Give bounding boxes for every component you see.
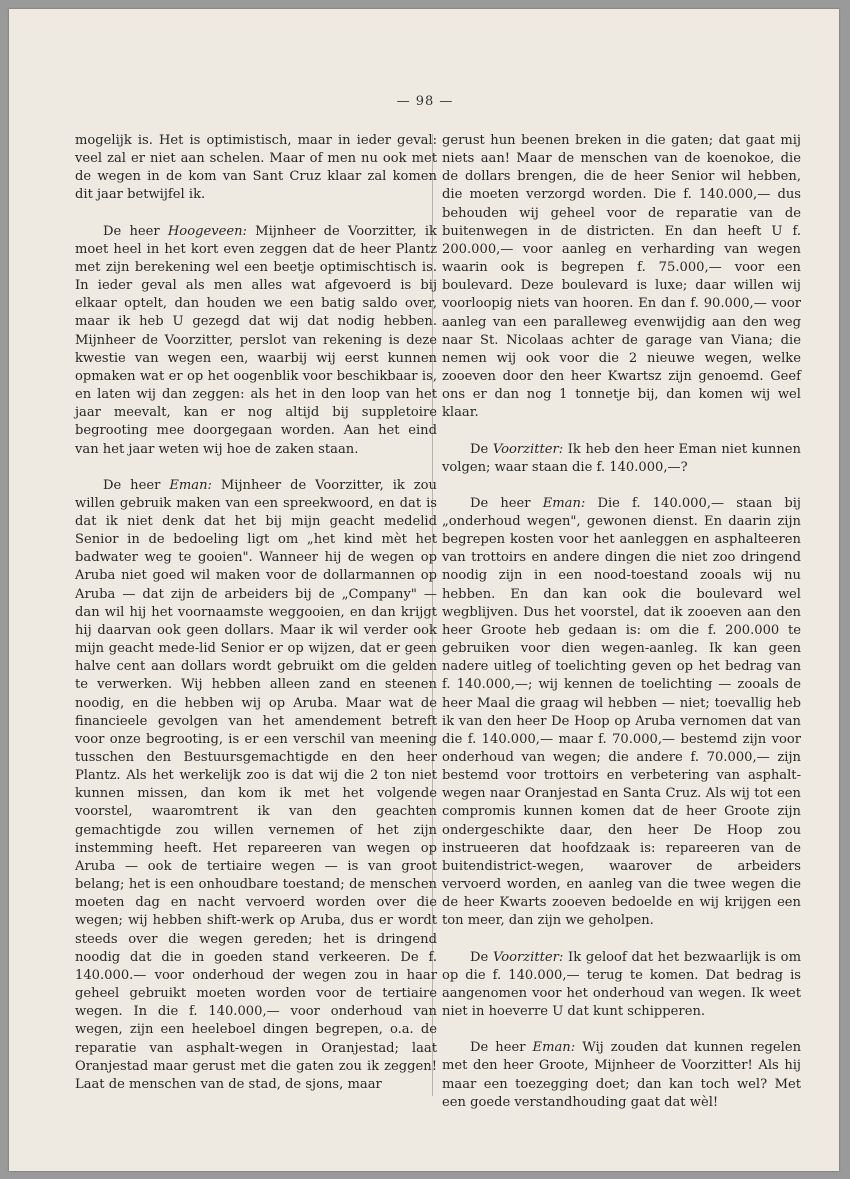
speech-text: Mijnheer de Voorzitter, ik zou willen gebruik maken van een spreekwoord, en dat is dat ik niet denk dat het bij mijn geacht medelid Senior in de bedoeling ligt om „het kind mèt het badwater weg te gooien". Wanneer hij de wegen op Aruba niet goed wil maken voor de dollarmannen op Aruba — dat zijn de arbeiders bij de „Company" — dan wil hij het voornaamste weggooien, en dan krijgt hij daarvan ook geen dollars. Maar ik wil verder ook mijn geacht mede-lid Senior er op wijzen, dat er geen halve cent aan dollars wordt gebruikt om die gelden te verwerken. Wij hebben alleen zand en steenen noodig, en die hebben wij op Aruba. Maar wat de financieele gevolgen van het amendement betreft voor onze begrooting, is er een verschil van meening tusschen den Bestuursgemachtigde en den heer Plantz. Als het werkelijk zoo is dat wij die 2 ton niet kunnen missen, dan kom ik met het volgende voorstel, waaromtrent ik van den geachten gemachtigde zou willen vernemen of het zijn instemming heeft. Het repareeren van wegen op Aruba — ook de tertiaire wegen — is van groot belang; het is een onhoudbare toestand; de menschen moeten dag en nacht vervoerd worden over die wegen; wij hebben shift-werk op Aruba, dus er wordt steeds over die wegen gereden; het is dringend noodig dat die in goeden stand verkeeren. De f. 140.000.— voor onderhoud der wegen zou in haar geheel gebruikt moeten worden voor de tertiaire wegen. In die f. 140.000,— voor onderhoud van wegen, zijn een heeleboel dingen begrepen, o.a. de reparatie van asphalt-wegen in Oranjestad; laat Oranjestad maar gerust met die gaten zou ik zeggen! Laat de menschen van de stad, de sjons, maar	[75, 477, 437, 1092]
speaker-intro: De heer	[470, 1040, 533, 1056]
paragraph: gerust hun beenen breken in die gaten; dat gaat mij niets aan! Maar de menschen van de koenokoe, die de dollars brengen, die de heer Senior wil hebben, die moeten verzorgd worden. Die f. 140.000,— dus behouden wij geheel voor de reparatie van de buitenwegen in de districten. En dan heeft U f. 200.000,— voor aanleg en verharding van wegen waarin ook is begrepen f. 75.000,— voor een boulevard. Deze boulevard is luxe; daar willen wij voorloopig niets van hooren. En dan f. 90.000,— voor aanleg van een paralleweg evenwijdig aan den weg naar St. Nicolaas achter de garage van Viana; die nemen wij ook voor die 2 nieuwe wegen, welke zooeven door den heer Kwartsz zijn genoemd. Geef ons er dan nog 1 tonnetje bij, dan komen wij wel klaar.	[442, 133, 801, 421]
speech-text: Ik geloof dat het bezwaarlijk is om op die f. 140.000,— terug te komen. Dat bedrag is aangenomen voor het onderhoud van wegen. Ik weet niet in hoeverre U dat kunt schipperen.	[442, 949, 801, 1020]
paragraph: mogelijk is. Het is optimistisch, maar in ieder geval: veel zal er niet aan schelen. Maar of men nu ook met de wegen in de kom van Sant Cruz klaar zal komen dit jaar betwijfel ik.	[75, 133, 437, 203]
paragraph	[442, 1039, 801, 1112]
left-column	[75, 132, 437, 1112]
speaker-intro: De	[470, 949, 493, 965]
speech-text: Wij zouden dat kunnen regelen met den heer Groote, Mijnheer de Voorzitter! Als hij maar een toezegging doet; dan kan toch wel? Met een goede verstandhouding gaat dat wèl!	[442, 1040, 802, 1110]
speaker-intro: De heer	[103, 477, 170, 493]
speaker-name: Eman:	[169, 477, 212, 493]
right-column	[442, 132, 801, 1130]
speaker-name: Eman:	[542, 495, 586, 511]
speaker-name: Eman:	[532, 1040, 576, 1056]
speech-text: Mijnheer de Voorzitter, ik moet heel in het kort even zeggen dat de heer Plantz met zijn berekening wel een beetje optimischtisch is. In ieder geval als men alles wat afgevoerd is bij elkaar optelt, dan houden we een batig saldo over, maar ik heb U gezegd dat wij dat nodig hebben. Mijnheer de Voorzitter, perslot van rekening is deze kwestie van wegen een, waarbij wij eerst kunnen opmaken wat er op het oogenblik voor beschikbaar is, en laten wij dan zeggen: als het in den loop van het jaar meevalt, kan er nog altijd bij suppletoire begrooting mee doorgegaan worden. Aan het eind van het jaar weten wij hoe de zaken staan.	[75, 223, 437, 457]
speaker-intro: De	[470, 441, 493, 457]
paragraph	[442, 949, 801, 1022]
speech-text: Ik heb den heer Eman niet kunnen volgen; waar staan die f. 140.000,—?	[442, 441, 801, 475]
page-number: — 98 —	[396, 94, 454, 109]
paragraph	[75, 223, 437, 459]
paragraph	[442, 495, 801, 931]
paragraph	[442, 441, 801, 477]
speaker-name: Voorzitter:	[492, 949, 564, 965]
speaker-name: Hoogeveen:	[167, 223, 247, 239]
speech-text: Die f. 140.000,— staan bij „onderhoud wegen", gewonen dienst. En daarin zijn begrepen kosten voor het aanleggen en asphalteeren van trottoirs en andere dingen die niet zoo dringend noodig zijn in een nood-toestand zooals wij nu hebben. En dan kan ook die boulevard wel wegblijven. Dus het voorstel, dat ik zooeven aan den heer Groote heb gedaan is: om die f. 200.000 te gebruiken voor dien wegen-aanleg. Ik kan geen nadere uitleg of toelichting geven op het bedrag van f. 140.000,—; wij kennen de toelichting — zooals de heer Maal die graag wil hebben — niet; toevallig heb ik van den heer De Hoop op Aruba vernomen dat van die f. 140.000,— maar f. 70.000,— bestemd zijn voor onderhoud van wegen; die andere f. 70.000,— zijn bestemd voor trottoirs en verbetering van asphalt-wegen naar Oranjestad en Santa Cruz. Als wij tot een compromis kunnen komen dat de heer Groote zijn ondergeschikte daar, den heer De Hoop zou instrueeren dat hoofdzaak is: repareeren van de buitendistrict-wegen, waarover de arbeiders vervoerd worden, en aanleg van die twee wegen die de heer Kwarts zooeven bedoelde en wij krijgen een ton meer, dan zijn we geholpen.	[442, 495, 801, 929]
paragraph	[75, 477, 437, 1094]
speaker-intro: De heer	[470, 495, 543, 511]
speaker-intro: De heer	[103, 223, 168, 239]
speaker-name: Voorzitter:	[492, 441, 564, 457]
